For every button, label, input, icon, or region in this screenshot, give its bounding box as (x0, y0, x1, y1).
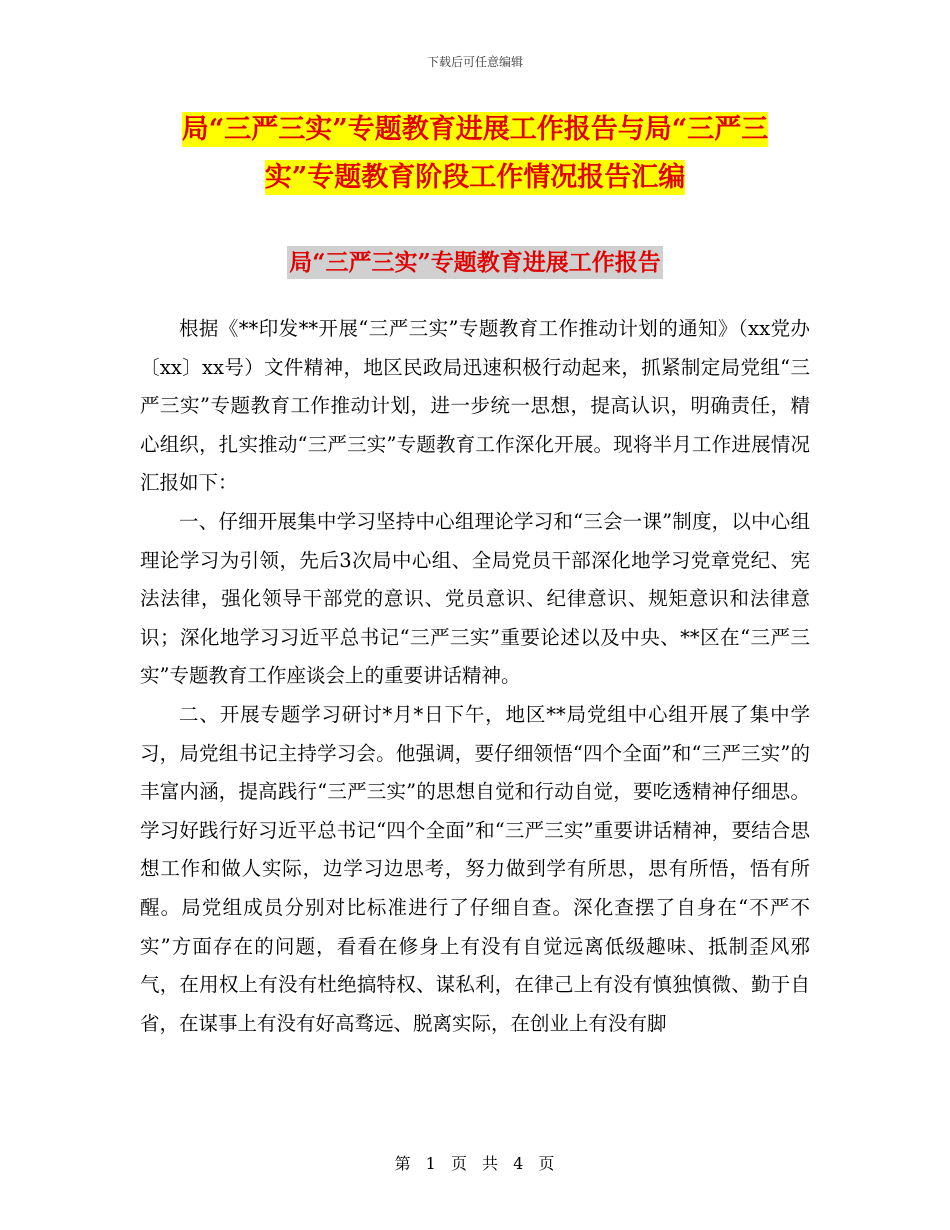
section-title (140, 243, 810, 283)
document-body (140, 310, 810, 1043)
page-number-footer: 第 1 页 共 4 页 (394, 1154, 556, 1173)
paragraph-intro: 根据《**印发**开展“三严三实”专题教育工作推动计划的通知》（xx党办〔xx〕xx号）文件精神，地区民政局迅速积极行动起来，抓紧制定局党组“三严三实”专题教育工作推动计划，进一步统一思想，提高认识，明确责任，精心组织，扎实推动“三严三实”专题教育工作深化开展。现将半月工作进展情况汇报如下： (140, 317, 810, 495)
document-title-line-1: 局“三严三实”专题教育进展工作报告与局“三严三 (181, 114, 769, 145)
page-header-note: 下载后可任意编辑 (426, 55, 523, 69)
paragraph-section-1: 一、仔细开展集中学习坚持中心组理论学习和“三会一课”制度，以中心组理论学习为引领，先后3次局中心组、全局党员干部深化地学习党章党纪、宪法法律，强化领导干部党的意识、党员意识、纪律意识、规矩意识和法律意识；深化地学习习近平总书记“三严三实”重要论述以及中央、**区在“三严三实”专题教育工作座谈会上的重要讲话精神。 (140, 509, 810, 688)
section-title-text: 局“三严三实”专题教育进展工作报告 (287, 246, 662, 279)
paragraph-section-2: 二、开展专题学习研讨*月*日下午，地区**局党组中心组开展了集中学习，局党组书记主持学习会。他强调，要仔细领悟“四个全面”和“三严三实”的丰富内涵，提高践行“三严三实”的思想自觉和行动自觉，要吃透精神仔细思。学习好践行好习近平总书记“四个全面”和“三严三实”重要讲话精神，要结合思想工作和做人实际，边学习边思考，努力做到学有所思，思有所悟，悟有所醒。局党组成员分别对比标准进行了仔细自查。深化查摆了自身在“不严不实”方面存在的问题，看看在修身上有没有自觉远离低级趣味、抵制歪风邪气，在用权上有没有杜绝搞特权、谋私利，在律己上有没有慎独慎微、勤于自省，在谋事上有没有好高骛远、脱离实际，在创业上有没有脚 (140, 702, 810, 1035)
document-title-line-2: 实”专题教育阶段工作情况报告汇编 (264, 162, 686, 193)
document-title (140, 106, 810, 202)
